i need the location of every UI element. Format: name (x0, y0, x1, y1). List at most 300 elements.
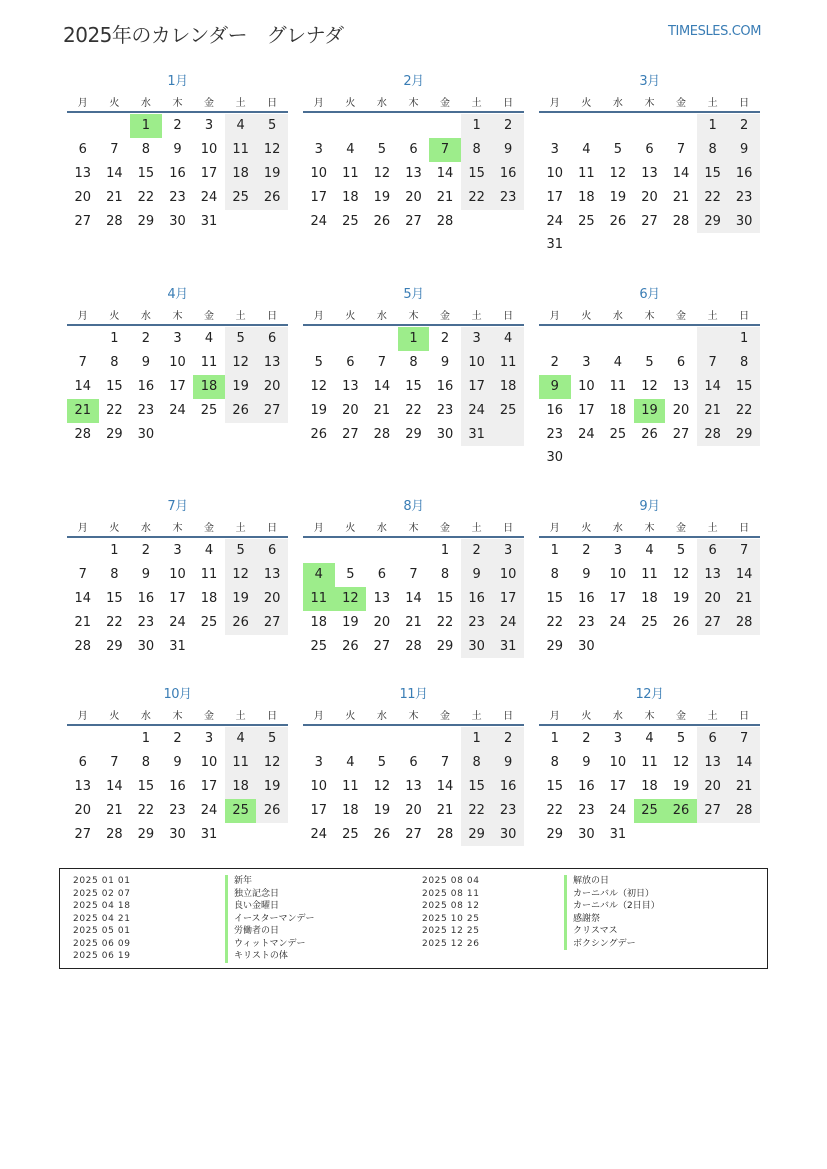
day-cell: 30 (436, 426, 454, 442)
day-cell: 6 (697, 539, 729, 563)
month-title: 11月 (399, 687, 428, 702)
weekday-label: 木 (644, 710, 655, 722)
holiday-name: クリスマス (564, 925, 660, 938)
day-cell: 28 (106, 213, 123, 229)
day-cell: 18 (310, 614, 328, 630)
month-4 (67, 286, 288, 446)
day-cell: 2 (173, 118, 182, 133)
week-row (67, 775, 288, 799)
day-cell: 17 (546, 189, 564, 205)
day-cell: 23 (492, 186, 524, 210)
weekday-label: 土 (707, 522, 718, 534)
week-row (539, 563, 760, 587)
empty-cell (225, 823, 257, 847)
month-title: 10月 (163, 687, 192, 702)
week-row (303, 635, 524, 659)
day-cell: 19 (225, 375, 257, 399)
day-cell: 24 (169, 614, 186, 630)
day-cell: 3 (173, 331, 182, 346)
day-cell: 22 (461, 799, 493, 823)
day-cell: 4 (225, 727, 257, 751)
week-row (303, 399, 524, 423)
day-cell: 18 (225, 162, 257, 186)
weekday-label: 水 (376, 522, 387, 534)
day-cell: 3 (582, 354, 591, 370)
day-cell: 20 (342, 402, 359, 418)
weekday-label: 月 (77, 310, 88, 322)
day-cell: 9 (440, 354, 450, 370)
week-row (303, 751, 524, 775)
day-cell: 24 (546, 213, 564, 229)
week-row (539, 375, 760, 399)
empty-cell (665, 327, 697, 351)
day-cell: 20 (405, 189, 422, 205)
holiday-list (59, 868, 768, 969)
day-cell: 6 (256, 327, 288, 351)
week-row (539, 233, 760, 257)
day-cell: 22 (137, 189, 155, 205)
week-row (539, 587, 760, 611)
weekday-label: 火 (109, 522, 120, 534)
day-cell: 15 (106, 378, 123, 394)
week-row (303, 210, 524, 234)
day-cell: 22 (137, 802, 155, 818)
day-cell: 29 (436, 638, 454, 654)
empty-cell (634, 114, 666, 138)
day-cell: 16 (546, 402, 564, 418)
day-cell: 12 (672, 754, 690, 770)
day-cell: 4 (613, 354, 623, 370)
weekday-label: 日 (739, 97, 750, 109)
day-cell: 24 (578, 426, 595, 442)
day-cell: 28 (106, 826, 123, 842)
weekday-label: 火 (581, 710, 592, 722)
day-cell: 25 (578, 213, 595, 229)
week-row (303, 727, 524, 751)
day-cell: 24 (609, 802, 627, 818)
empty-cell (225, 423, 257, 447)
day-cell: 1 (110, 331, 119, 346)
holiday-date: 2025 12 25 (422, 926, 480, 936)
empty-cell (539, 114, 571, 138)
day-cell: 10 (492, 563, 524, 587)
day-cell: 2 (582, 731, 591, 746)
week-row (539, 423, 760, 447)
day-cell: 20 (697, 775, 729, 799)
empty-cell (634, 446, 666, 470)
day-cell: 25 (225, 186, 257, 210)
day-cell: 1 (550, 543, 559, 558)
day-cell: 20 (672, 402, 690, 418)
week-row (67, 186, 288, 210)
day-cell: 21 (672, 189, 690, 205)
empty-cell (256, 210, 288, 234)
day-cell: 12 (641, 378, 658, 394)
day-cell: 21 (436, 189, 454, 205)
empty-cell (571, 233, 603, 257)
day-cell: 30 (492, 823, 524, 847)
weekday-label: 月 (313, 522, 324, 534)
day-cell: 29 (137, 826, 155, 842)
day-cell: 10 (310, 165, 328, 181)
site-name[interactable]: TIMESLES.COM (668, 24, 762, 39)
day-cell: 10 (200, 754, 218, 770)
weekday-label: 土 (235, 522, 246, 534)
page-title: 2025年のカレンダー グレナダ (63, 23, 344, 47)
week-row (67, 587, 288, 611)
day-cell: 30 (461, 635, 493, 659)
day-cell: 16 (728, 162, 760, 186)
month-7 (67, 498, 288, 658)
empty-cell (303, 327, 335, 351)
day-cell: 7 (377, 354, 387, 370)
day-cell: 18 (193, 375, 225, 399)
week-row (539, 399, 760, 423)
day-cell: 25 (200, 614, 218, 630)
week-row (539, 823, 760, 847)
day-cell: 3 (173, 543, 182, 558)
day-cell: 16 (461, 587, 493, 611)
weekday-label: 火 (109, 97, 120, 109)
holiday-dates-right (422, 875, 480, 950)
day-cell: 10 (609, 754, 627, 770)
weekday-label: 土 (471, 522, 482, 534)
day-cell: 19 (310, 402, 328, 418)
day-cell: 26 (225, 611, 257, 635)
weekday-label: 水 (612, 97, 623, 109)
day-cell: 29 (546, 826, 564, 842)
holiday-name: 解放の日 (564, 875, 660, 888)
day-cell: 13 (405, 165, 422, 181)
day-cell: 1 (398, 327, 430, 351)
day-cell: 16 (137, 590, 155, 606)
header-rule (303, 324, 524, 326)
holiday-date: 2025 08 11 (422, 888, 480, 899)
day-cell: 12 (256, 138, 288, 162)
day-cell: 4 (346, 141, 355, 157)
day-cell: 22 (697, 186, 729, 210)
weekday-label: 日 (503, 710, 514, 722)
day-cell: 2 (492, 114, 524, 138)
day-cell: 13 (256, 351, 288, 375)
day-cell: 23 (461, 611, 493, 635)
day-cell: 26 (342, 638, 359, 654)
day-cell: 11 (225, 751, 257, 775)
day-cell: 27 (672, 426, 690, 442)
day-cell: 6 (78, 141, 87, 157)
holiday-date: 2025 01 01 (73, 876, 131, 886)
day-cell: 4 (645, 731, 654, 746)
day-cell: 6 (256, 539, 288, 563)
empty-cell (492, 210, 524, 234)
day-cell: 9 (582, 754, 591, 770)
day-cell: 29 (728, 423, 760, 447)
day-cell: 3 (204, 118, 214, 133)
weekday-label: 木 (172, 710, 183, 722)
day-cell: 28 (672, 213, 690, 229)
month-title: 1月 (167, 74, 188, 89)
day-cell: 24 (310, 213, 328, 229)
weekday-label: 月 (77, 97, 88, 109)
weekday-header (539, 91, 760, 111)
weekday-label: 火 (345, 97, 356, 109)
weekday-label: 木 (172, 310, 183, 322)
weekday-label: 水 (140, 310, 151, 322)
day-cell: 11 (578, 165, 595, 181)
weekday-label: 日 (503, 97, 514, 109)
week-row (539, 611, 760, 635)
day-cell: 16 (578, 590, 595, 606)
day-cell: 18 (609, 402, 627, 418)
empty-cell (634, 327, 666, 351)
weekday-label: 木 (408, 310, 419, 322)
empty-cell (335, 539, 367, 563)
day-cell: 8 (550, 754, 559, 770)
day-cell: 31 (546, 237, 564, 253)
day-cell: 4 (204, 331, 214, 346)
day-cell: 14 (74, 590, 92, 606)
day-cell: 23 (728, 186, 760, 210)
day-cell: 30 (137, 638, 155, 654)
week-row (303, 823, 524, 847)
holiday-date: 2025 04 18 (73, 901, 131, 911)
day-cell: 16 (137, 378, 155, 394)
day-cell: 13 (74, 165, 92, 181)
day-cell: 27 (74, 826, 92, 842)
holiday-name: カーニバル（2日目） (564, 900, 660, 913)
day-cell: 25 (225, 799, 257, 823)
empty-cell (193, 423, 225, 447)
week-row (539, 327, 760, 351)
day-cell: 1 (697, 114, 729, 138)
day-cell: 28 (405, 638, 422, 654)
day-cell: 19 (609, 189, 627, 205)
day-cell: 9 (141, 566, 151, 582)
day-cell: 15 (436, 590, 454, 606)
day-cell: 19 (373, 802, 391, 818)
day-cell: 18 (641, 778, 658, 794)
weekday-label: 水 (140, 522, 151, 534)
weekday-header (303, 704, 524, 724)
empty-cell (335, 114, 367, 138)
empty-cell (697, 327, 729, 351)
weekday-label: 土 (471, 97, 482, 109)
empty-cell (366, 114, 398, 138)
weekday-header (67, 516, 288, 536)
empty-cell (398, 727, 430, 751)
empty-cell (602, 327, 634, 351)
empty-cell (67, 539, 99, 563)
day-cell: 5 (256, 727, 288, 751)
day-cell: 17 (578, 402, 595, 418)
week-row (303, 327, 524, 351)
week-row (67, 539, 288, 563)
day-cell: 14 (74, 378, 92, 394)
empty-cell (571, 446, 603, 470)
empty-cell (429, 727, 461, 751)
day-cell: 7 (110, 754, 119, 770)
day-cell: 4 (346, 754, 355, 770)
empty-cell (665, 114, 697, 138)
day-cell: 5 (676, 543, 686, 558)
holiday-name: 新年 (225, 875, 315, 888)
day-cell: 17 (609, 590, 627, 606)
weekday-label: 日 (267, 522, 278, 534)
empty-cell (728, 635, 760, 659)
weekday-label: 水 (376, 710, 387, 722)
week-row (67, 210, 288, 234)
day-cell: 21 (106, 189, 123, 205)
day-cell: 24 (200, 802, 218, 818)
day-cell: 10 (578, 378, 595, 394)
day-cell: 19 (342, 614, 359, 630)
day-cell: 31 (492, 635, 524, 659)
day-cell: 30 (578, 638, 595, 654)
holiday-date: 2025 06 09 (73, 938, 131, 949)
day-cell: 24 (609, 614, 627, 630)
day-cell: 15 (728, 375, 760, 399)
day-cell: 23 (137, 402, 155, 418)
month-title: 3月 (639, 74, 660, 89)
day-cell: 20 (74, 802, 92, 818)
day-cell: 25 (342, 826, 359, 842)
weekday-label: 月 (313, 97, 324, 109)
day-cell: 27 (641, 213, 658, 229)
day-cell: 9 (728, 138, 760, 162)
weekday-label: 金 (204, 310, 215, 322)
day-cell: 9 (173, 141, 182, 157)
empty-cell (634, 635, 666, 659)
day-cell: 18 (492, 375, 524, 399)
day-cell: 1 (440, 543, 450, 558)
day-cell: 23 (578, 614, 595, 630)
day-cell: 4 (303, 563, 335, 587)
day-cell: 21 (728, 587, 760, 611)
week-row (67, 635, 288, 659)
empty-cell (335, 327, 367, 351)
day-cell: 31 (169, 638, 186, 654)
weekday-label: 金 (676, 97, 687, 109)
empty-cell (602, 114, 634, 138)
weekday-label: 月 (549, 310, 560, 322)
month-title: 6月 (639, 287, 660, 302)
week-row (539, 635, 760, 659)
week-row (67, 563, 288, 587)
day-cell: 8 (409, 354, 418, 370)
day-cell: 10 (169, 566, 186, 582)
weekday-label: 火 (109, 310, 120, 322)
weekday-label: 水 (376, 310, 387, 322)
day-cell: 20 (641, 189, 658, 205)
day-cell: 1 (728, 327, 760, 351)
day-cell: 25 (641, 614, 658, 630)
header-rule (539, 111, 760, 113)
week-row (539, 539, 760, 563)
day-cell: 20 (697, 587, 729, 611)
day-cell: 11 (342, 778, 359, 794)
day-cell: 13 (672, 378, 690, 394)
weekday-label: 水 (612, 710, 623, 722)
day-cell: 5 (225, 539, 257, 563)
day-cell: 15 (546, 778, 564, 794)
empty-cell (193, 635, 225, 659)
holiday-name: カーニバル（初日） (564, 888, 660, 901)
day-cell: 3 (314, 141, 323, 157)
day-cell: 14 (728, 563, 760, 587)
day-cell: 22 (436, 614, 454, 630)
weekday-label: 金 (440, 710, 451, 722)
holiday-name: 独立記念日 (225, 888, 315, 901)
day-cell: 27 (405, 826, 422, 842)
weekday-label: 木 (408, 522, 419, 534)
empty-cell (256, 423, 288, 447)
holiday-name: 感謝祭 (564, 913, 660, 926)
day-cell: 6 (78, 754, 87, 770)
day-cell: 8 (697, 138, 729, 162)
day-cell: 29 (546, 638, 564, 654)
day-cell: 2 (728, 114, 760, 138)
week-row (303, 423, 524, 447)
day-cell: 20 (256, 375, 288, 399)
day-cell: 29 (106, 638, 123, 654)
day-cell: 23 (492, 799, 524, 823)
day-cell: 13 (74, 778, 92, 794)
empty-cell (67, 327, 99, 351)
weekday-label: 水 (140, 710, 151, 722)
holiday-date: 2025 04 21 (73, 913, 131, 924)
empty-cell (492, 423, 524, 447)
empty-cell (697, 823, 729, 847)
holiday-name: イースターマンデー (225, 913, 315, 926)
day-cell: 9 (461, 563, 493, 587)
day-cell: 4 (645, 543, 654, 558)
holiday-date: 2025 10 25 (422, 913, 480, 924)
empty-cell (728, 233, 760, 257)
day-cell: 4 (492, 327, 524, 351)
weekday-label: 土 (707, 710, 718, 722)
day-cell: 10 (310, 778, 328, 794)
day-cell: 5 (256, 114, 288, 138)
holiday-names-right (564, 875, 660, 950)
day-cell: 18 (641, 590, 658, 606)
header-rule (303, 111, 524, 113)
day-cell: 20 (373, 614, 391, 630)
weekday-label: 水 (612, 522, 623, 534)
day-cell: 21 (436, 802, 454, 818)
day-cell: 9 (539, 375, 571, 399)
weekday-header (303, 516, 524, 536)
holiday-name: ウィットマンデー (225, 938, 315, 951)
day-cell: 30 (169, 826, 186, 842)
day-cell: 17 (200, 165, 218, 181)
day-cell: 23 (578, 802, 595, 818)
weekday-label: 火 (345, 522, 356, 534)
day-cell: 30 (169, 213, 186, 229)
day-cell: 17 (169, 378, 186, 394)
day-cell: 12 (256, 751, 288, 775)
day-cell: 30 (728, 210, 760, 234)
day-cell: 19 (225, 587, 257, 611)
week-row (67, 375, 288, 399)
empty-cell (67, 114, 99, 138)
week-row (303, 587, 524, 611)
holiday-name: キリストの体 (225, 950, 315, 963)
week-row (303, 186, 524, 210)
month-title: 12月 (635, 687, 664, 702)
day-cell: 26 (256, 799, 288, 823)
week-row (303, 138, 524, 162)
empty-cell (571, 327, 603, 351)
